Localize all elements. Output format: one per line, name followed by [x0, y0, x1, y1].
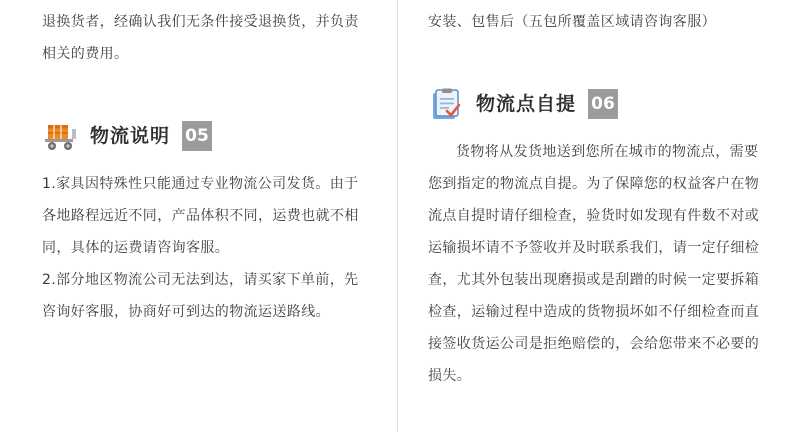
pickup-section-number: 06 [588, 89, 618, 119]
left-carryover-text [42, 0, 367, 70]
pickup-section-header [428, 86, 762, 122]
left-carryover-line-1: 退换货者，经确认我们无条件接受退换货，并负责 [42, 14, 359, 30]
logistics-section-header [42, 118, 367, 154]
pickup-section-title: 物流点自提 [476, 92, 577, 115]
right-carryover-text [428, 0, 762, 38]
left-column [0, 0, 397, 328]
logistics-section-body [42, 168, 367, 328]
logistics-section-number: 05 [182, 121, 212, 151]
logistics-paragraph-1: 1.家具因特殊性只能通过专业物流公司发货。由于各地路程远近不同，产品体积不同，运费也就不相同，具体的运费请咨询客服。 [42, 176, 359, 256]
logistics-section-title: 物流说明 [90, 124, 171, 147]
pickup-paragraph-1: 货物将从发货地送到您所在城市的物流点，需要您到指定的物流点自提。为了保障您的权益客户在物流点自提时请仔细检查，验货时如发现有件数不对或运输损坏请不予签收并及时联系我们，请一定仔细检查，尤其外包装出现磨损或是刮蹭的时候一定要拆箱检查，运输过程中造成的货物损坏如不仔细检查而直接签收货运公司是拒绝赔偿的，会给您带来不必要的损失。 [428, 144, 760, 384]
logistics-truck-icon [42, 119, 80, 153]
right-column [398, 0, 790, 392]
right-carryover-line-1: 安装、包售后（五包所覆盖区域请咨询客服） [428, 14, 716, 30]
pickup-section-body [428, 136, 762, 392]
left-carryover-line-2: 相关的费用。 [42, 46, 129, 62]
clipboard-checklist-icon [428, 87, 466, 121]
logistics-paragraph-2: 2.部分地区物流公司无法到达，请买家下单前，先咨询好客服，协商好可到达的物流运送路线。 [42, 272, 359, 320]
